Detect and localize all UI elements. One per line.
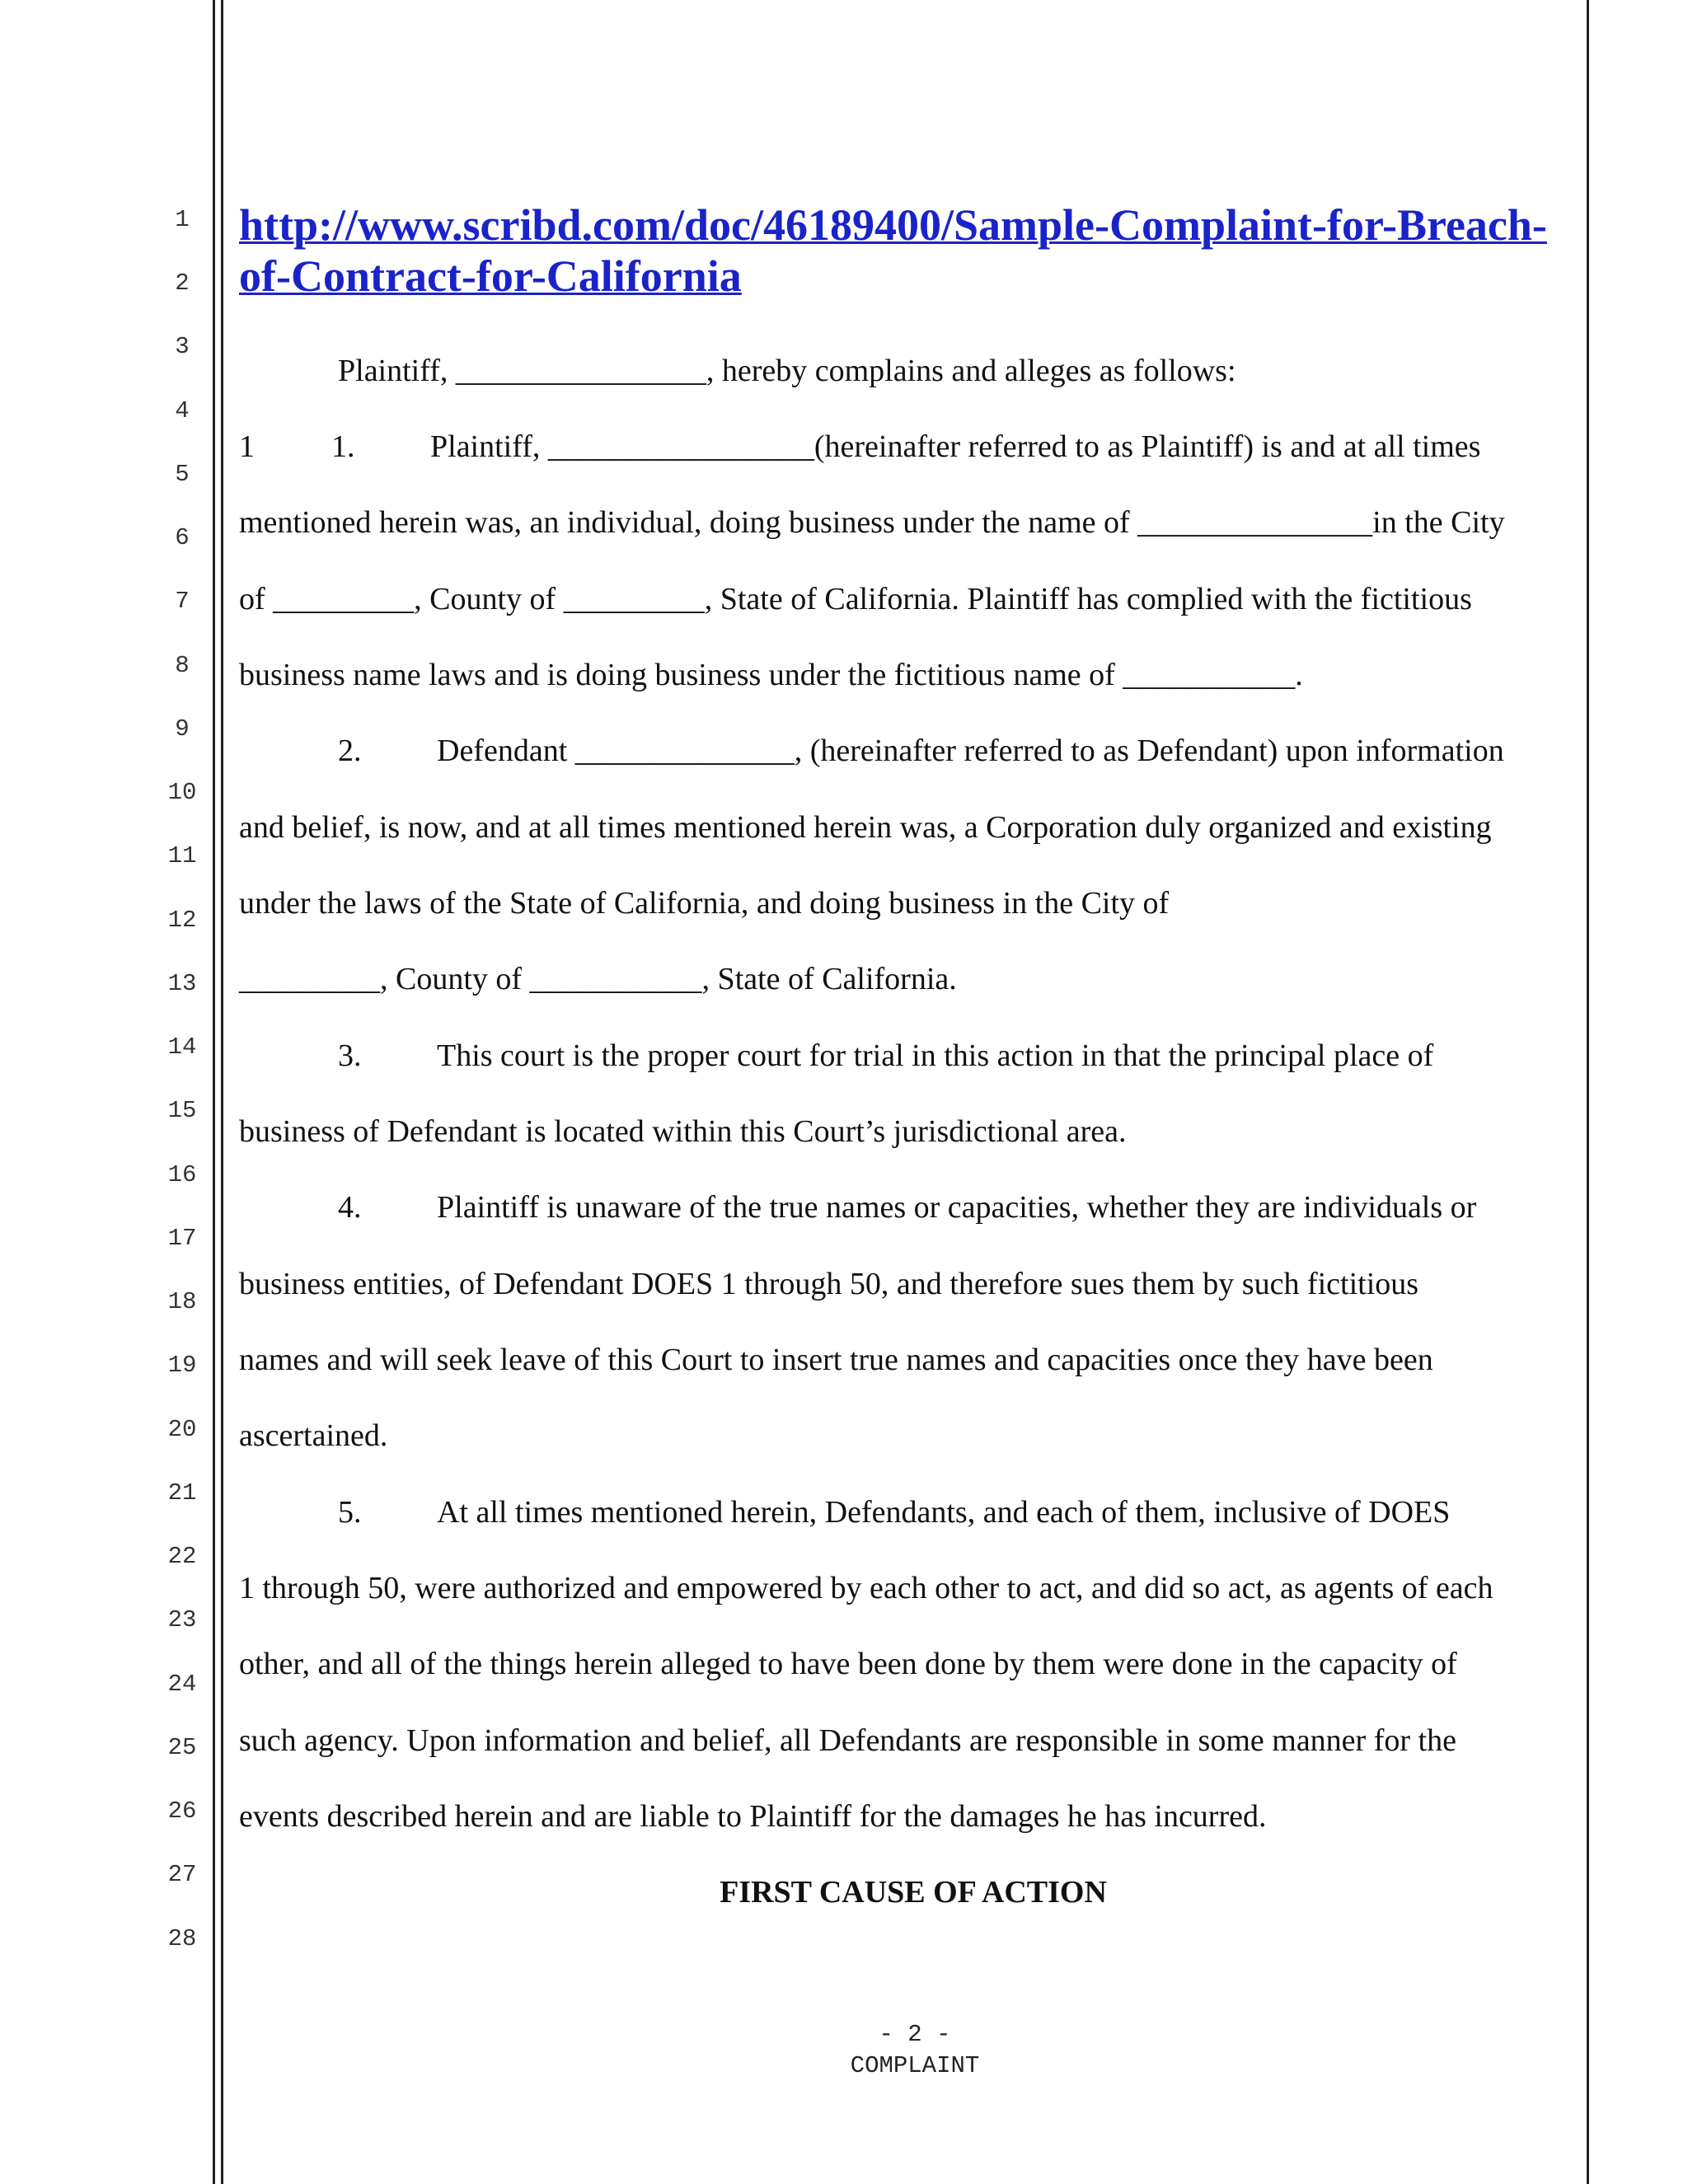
source-url-line-1[interactable]: http://www.scribd.com/doc/46189400/Sample-Complaint-for-Breach- bbox=[239, 200, 1547, 250]
line-number: 6 bbox=[175, 524, 190, 551]
paragraph-2-line-2: and belief, is now, and at all times mentioned herein was, a Corporation duly organized and existing bbox=[239, 810, 1492, 845]
paragraph-4-number: 4. bbox=[338, 1190, 362, 1225]
line-number: 25 bbox=[167, 1734, 197, 1761]
paragraph-1-text: Plaintiff, _________________(hereinafter referred to as Plaintiff) is and at all times bbox=[430, 429, 1481, 464]
line-number: 3 bbox=[175, 333, 190, 360]
line-number: 28 bbox=[167, 1925, 197, 1952]
line-number: 12 bbox=[167, 907, 197, 934]
paragraph-4-line-2: business entities, of Defendant DOES 1 through 50, and therefore sues them by such fictitious bbox=[239, 1267, 1419, 1301]
line-number: 19 bbox=[167, 1352, 197, 1379]
intro-line: Plaintiff, ________________, hereby complains and alleges as follows: bbox=[338, 354, 1236, 388]
paragraph-2-text: Defendant ______________, (hereinafter referred to as Defendant) upon information bbox=[437, 733, 1504, 768]
paragraph-1-line-1 bbox=[239, 429, 1574, 465]
paragraph-5-line-3: other, and all of the things herein alleged to have been done by them were done in the capacity of bbox=[239, 1647, 1457, 1681]
line-number: 17 bbox=[167, 1225, 197, 1252]
line-number: 27 bbox=[167, 1861, 197, 1888]
line-number: 11 bbox=[167, 842, 197, 869]
line-number: 10 bbox=[167, 779, 197, 806]
line-number: 23 bbox=[167, 1606, 197, 1633]
line-number: 21 bbox=[167, 1479, 197, 1507]
paragraph-5-line-2: 1 through 50, were authorized and empowered by each other to act, and did so act, as agents of each bbox=[239, 1571, 1493, 1605]
line-number: 16 bbox=[167, 1161, 197, 1188]
line-number: 26 bbox=[167, 1797, 197, 1825]
source-url-line-2[interactable]: of-Contract-for-California bbox=[239, 251, 742, 301]
paragraph-3-line-2: business of Defendant is located within this Court’s jurisdictional area. bbox=[239, 1114, 1127, 1149]
paragraph-3-number: 3. bbox=[338, 1038, 362, 1073]
paragraph-3-text: This court is the proper court for trial in this action in that the principal place of bbox=[437, 1038, 1434, 1073]
paragraph-4-line-1 bbox=[239, 1189, 1673, 1226]
paragraph-2-line-4: _________, County of ___________, State of California. bbox=[239, 962, 957, 996]
paragraph-1-line-3: of _________, County of _________, State of California. Plaintiff has complied with the fictitious bbox=[239, 582, 1472, 616]
paragraph-5-line-5: events described herein and are liable to Plaintiff for the damages he has incurred. bbox=[239, 1799, 1267, 1834]
line-number: 4 bbox=[175, 397, 190, 424]
right-margin-rule bbox=[1587, 0, 1589, 2184]
paragraph-5-number: 5. bbox=[338, 1495, 362, 1530]
page-number: - 2 - bbox=[879, 2021, 951, 2048]
paragraph-2-number: 2. bbox=[338, 733, 362, 768]
footer-title: COMPLAINT bbox=[850, 2052, 980, 2079]
line-number: 14 bbox=[167, 1033, 197, 1061]
paragraph-4-line-4: ascertained. bbox=[239, 1418, 388, 1453]
paragraph-1-line-4: business name laws and is doing business under the fictitious name of ___________. bbox=[239, 658, 1303, 692]
line-number: 18 bbox=[167, 1288, 197, 1315]
paragraph-2-line-3: under the laws of the State of California, and doing business in the City of bbox=[239, 886, 1170, 921]
line-number: 5 bbox=[175, 461, 190, 488]
line-number: 24 bbox=[167, 1671, 197, 1698]
line-number: 7 bbox=[175, 588, 190, 615]
paragraph-5-text: At all times mentioned herein, Defendants, and each of them, inclusive of DOES bbox=[437, 1495, 1451, 1530]
line-number: 1 bbox=[175, 206, 190, 233]
paragraph-1-line-2: mentioned herein was, an individual, doing business under the name of _______________in the City bbox=[239, 505, 1505, 540]
paragraph-4-text: Plaintiff is unaware of the true names or capacities, whether they are individuals or bbox=[437, 1190, 1477, 1225]
line-number: 20 bbox=[167, 1416, 197, 1443]
line-number: 22 bbox=[167, 1543, 197, 1570]
line-number: 13 bbox=[167, 970, 197, 997]
paragraph-2-line-1 bbox=[239, 733, 1673, 769]
line-number: 9 bbox=[175, 715, 190, 743]
left-margin-rule-inner bbox=[221, 0, 223, 2184]
line-number: 8 bbox=[175, 652, 190, 679]
line-number: 15 bbox=[167, 1097, 197, 1124]
paragraph-5-line-1 bbox=[239, 1494, 1673, 1530]
left-margin-rule-outer bbox=[213, 0, 215, 2184]
paragraph-1-number: 1. bbox=[331, 429, 355, 464]
source-url-link[interactable] bbox=[239, 199, 1574, 302]
paragraph-4-line-3: names and will seek leave of this Court to insert true names and capacities once they have been bbox=[239, 1343, 1433, 1377]
paragraph-5-line-4: such agency. Upon information and belief, all Defendants are responsible in some manner for the bbox=[239, 1723, 1456, 1758]
section-heading: FIRST CAUSE OF ACTION bbox=[720, 1875, 1107, 1910]
paragraph-3-line-1 bbox=[239, 1038, 1673, 1074]
paragraph-1-prefix: 1 bbox=[239, 429, 255, 464]
line-number: 2 bbox=[175, 269, 190, 297]
